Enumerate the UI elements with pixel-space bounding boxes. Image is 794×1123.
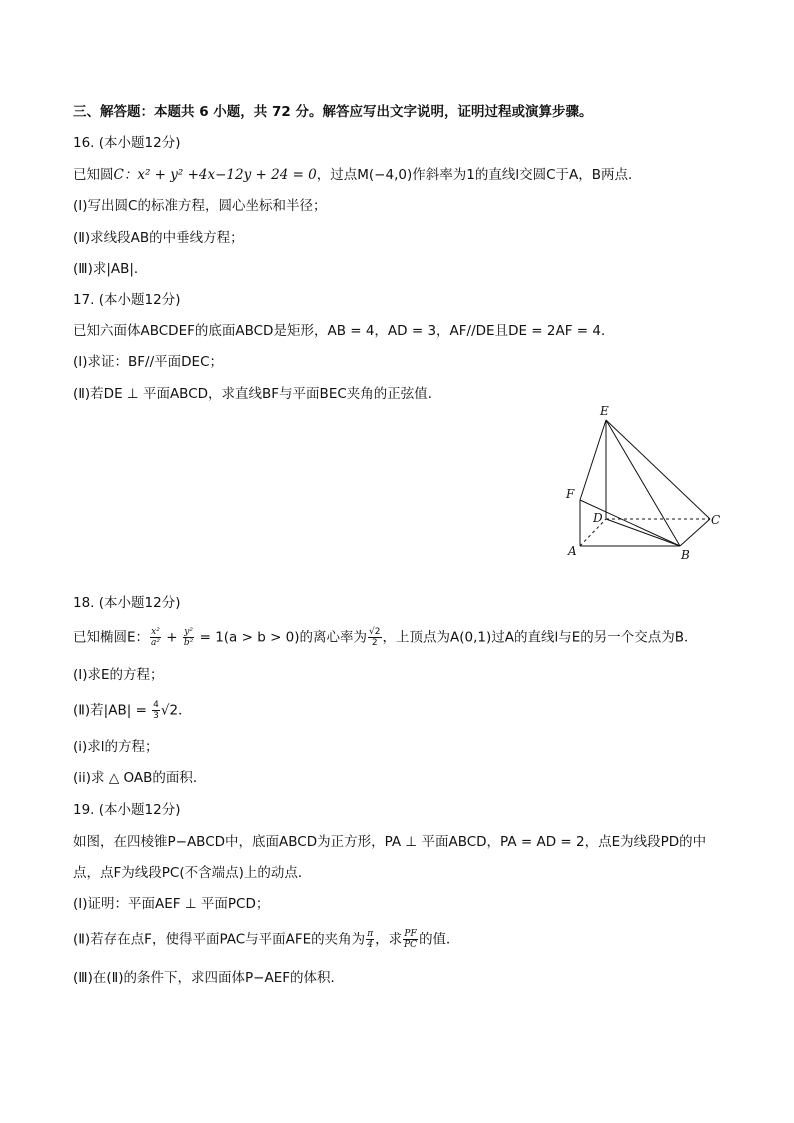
edge-EB — [606, 420, 680, 546]
q18-eccentricity — [368, 627, 381, 648]
q18-part-2-den: 3 — [153, 711, 159, 721]
q16-part-1: (Ⅰ)写出圆C的标准方程，圆心坐标和半径； — [73, 198, 327, 214]
vertex-label-E: E — [600, 404, 609, 418]
edge-BC — [680, 519, 710, 546]
q18-part-2-b: √2． — [160, 702, 192, 719]
q19-part-2-b: ，求 — [375, 931, 403, 948]
q18-sub-2: (ii)求 △ OAB的面积． — [73, 770, 207, 786]
q17-part-2: (Ⅱ)若DE ⊥ 平面ABCD，求直线BF与平面BEC夹角的正弦值． — [73, 386, 442, 402]
vertex-label-B: B — [681, 548, 690, 562]
q18-stem — [73, 627, 698, 648]
q18-stem-b: = 1(a > b > 0)的离心率为 — [195, 629, 368, 646]
q18-part-2-num: 4 — [153, 700, 159, 710]
q18-frac-x-den: a² — [151, 638, 161, 648]
q18-stem-a: 已知椭圆E： — [73, 629, 150, 646]
vertex-label-F: F — [566, 487, 575, 501]
q19-ratio-frac — [403, 929, 418, 950]
q19-part-1: (Ⅰ)证明：平面AEF ⊥ 平面PCD； — [73, 896, 270, 912]
q18-part-2 — [73, 700, 192, 721]
q18-ecc-den: 2 — [371, 638, 378, 648]
q19-stem-line-2: 点，点F为线段PC(不含端点)上的动点． — [73, 865, 312, 881]
q18-frac-y — [183, 627, 194, 648]
q18-frac-y-num: y² — [184, 627, 193, 637]
q17-title: 17. (本小题12分) — [73, 292, 181, 308]
q18-part-1: (Ⅰ)求E的方程； — [73, 667, 164, 683]
q18-frac-x — [150, 627, 161, 648]
vertex-label-C: C — [711, 513, 721, 527]
q17-stem: 已知六面体ABCDEF的底面ABCD是矩形，AB = 4，AD = 3，AF//DE且DE = 2AF = 4． — [73, 323, 615, 339]
q18-plus: + — [162, 629, 182, 646]
section-header: 三、解答题：本题共 6 小题，共 72 分。解答应写出文字说明，证明过程或演算步骤。 — [73, 104, 593, 120]
q18-frac-x-num: x² — [151, 627, 160, 637]
q19-angle-num: π — [367, 929, 374, 939]
q19-angle-den: 4 — [367, 940, 374, 950]
q16-title: 16. (本小题12分) — [73, 135, 181, 151]
q16-stem — [73, 165, 642, 185]
q19-part-2 — [73, 929, 460, 950]
q16-stem-post: ，过点M(−4,0)作斜率为1的直线l交圆C于A，B两点． — [316, 167, 642, 183]
q19-ratio-num: PF — [404, 929, 417, 939]
q19-part-3: (Ⅲ)在(Ⅱ)的条件下，求四面体P−AEF的体积． — [73, 970, 345, 986]
q18-stem-c: ，上顶点为A(0,1)过A的直线l与E的另一个交点为B． — [382, 629, 698, 646]
q16-part-2: (Ⅱ)求线段AB的中垂线方程； — [73, 230, 244, 246]
vertex-label-D: D — [593, 511, 603, 525]
q16-stem-pre: 已知圆 — [73, 167, 114, 183]
edge-EC — [606, 420, 710, 519]
hexahedron-figure — [560, 400, 730, 565]
q18-sub-1: (i)求l的方程； — [73, 739, 159, 755]
edge-DB — [606, 519, 680, 546]
edge-EF — [580, 420, 606, 500]
q19-part-2-a: (Ⅱ)若存在点F，使得平面PAC与平面AFE的夹角为 — [73, 931, 366, 948]
q16-circle-equation: C：x² + y² +4x−12y + 24 = 0 — [113, 167, 317, 183]
q16-part-3: (Ⅲ)求|AB|． — [73, 261, 148, 277]
q18-frac-y-den: b² — [183, 638, 194, 648]
q19-angle-frac — [366, 929, 374, 950]
q18-part-2-frac — [152, 700, 160, 721]
q19-stem-line-1: 如图，在四棱锥P−ABCD中，底面ABCD为正方形，PA ⊥ 平面ABCD，PA = AD = 2，点E为线段PD的中 — [73, 834, 707, 850]
q18-ecc-num: √2 — [369, 627, 381, 637]
q19-ratio-den: PC — [404, 940, 418, 950]
q17-part-1: (Ⅰ)求证：BF//平面DEC； — [73, 354, 223, 370]
q18-title: 18. (本小题12分) — [73, 595, 181, 611]
q18-part-2-a: (Ⅱ)若|AB| = — [73, 702, 147, 719]
q19-title: 19. (本小题12分) — [73, 802, 181, 818]
q19-part-2-c: 的值． — [419, 931, 460, 948]
vertex-label-A: A — [568, 544, 577, 558]
